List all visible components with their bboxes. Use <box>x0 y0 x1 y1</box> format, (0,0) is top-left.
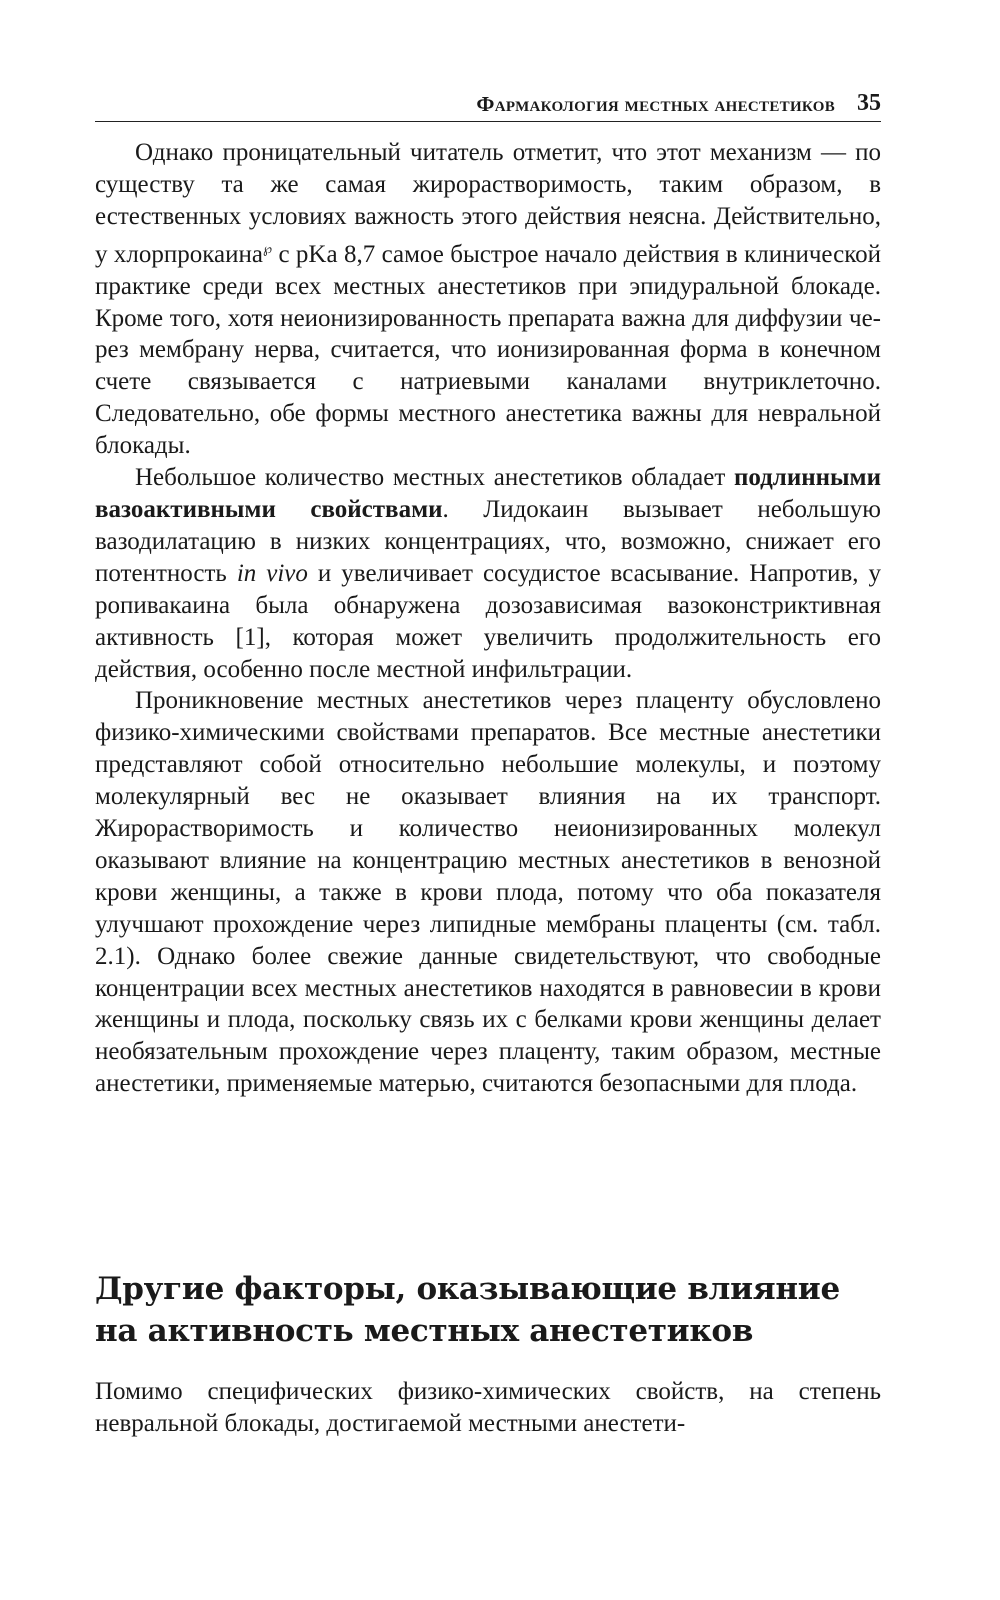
section-intro-paragraph: Помимо специфических физико-химических свойств, на степень невральной блокады, достигаемой местными анестети- <box>95 1378 881 1437</box>
paragraph-2-italic-term: in vivo <box>236 559 308 587</box>
paragraph-1 <box>95 137 881 462</box>
paragraph-2-part-c: и увеличивает сосудистое всасывание. Напротив, у ропивакаина была обнаружена дозозависимая вазоконстриктивная активность [1], которая может увеличить продолжительность его действия, особенно после местной инфильтрации. <box>95 559 881 683</box>
section-heading <box>95 1268 881 1352</box>
registered-mark: ℘ <box>262 240 273 256</box>
section-heading-line-1: Другие факторы, оказывающие влияние <box>95 1271 840 1307</box>
body-text <box>95 137 881 1100</box>
paragraph-1-part-a: Однако проницательный читатель отметит, что этот механизм — по существу та же самая жирорастворимость, таким образом, в естественных условиях важность этого действия неясна. Действительно, у хлорпрокаина <box>95 139 881 268</box>
paragraph-2-part-b: . Лидокаин вызывает небольшую вазодилатацию в низких концентрациях, что, возможно, снижает его потентность <box>95 495 881 587</box>
running-header <box>95 88 881 122</box>
running-title: Фармакология местных анестетиков <box>476 92 835 116</box>
section-heading-line-2: на активность местных анестетиков <box>95 1313 754 1349</box>
paragraph-2 <box>95 462 881 685</box>
page-number: 35 <box>857 90 881 116</box>
paragraph-1-part-b: с pKa 8,7 самое быстрое начало действия в клинической практике среди всех местных анестетиков при эпидуральной блокаде. Кроме того, хотя неионизированность препарата важна для диффузии через мембрану нерва, считается, что ионизированная форма в конечном счете связывается с натриевыми каналами внутриклеточно. Следовательно, обе формы местного анестетика важны для невральной блокады. <box>95 240 881 460</box>
paragraph-3: Проникновение местных анестетиков через плаценту обусловлено физико-химическими свойствами препаратов. Все местные анестетики представляют собой относительно небольшие молекулы, и поэтому молекулярный вес не оказывает влияния на их транспорт. Жирорастворимость и количество неионизированных молекул оказывают влияние на концентрацию местных анестетиков в венозной крови женщины, а также в крови плода, потому что оба показателя улучшают прохождение через липидные мембраны плаценты (см. табл. 2.1). Однако более свежие данные свидетельствуют, что свободные концентрации всех местных анестетиков находятся в равновесии в крови женщины и плода, поскольку связь их с белками крови женщины делает необязательным прохождение через плаценту, таким образом, местные анестетики, применяемые матерью, считаются безопасными для плода. <box>95 687 881 1098</box>
section-body <box>95 1376 881 1440</box>
paragraph-2-part-a: Небольшое количество местных анестетиков обладает <box>135 464 734 492</box>
paragraph-2-bold-term: подлинными вазоактивными свойствами <box>95 464 881 523</box>
